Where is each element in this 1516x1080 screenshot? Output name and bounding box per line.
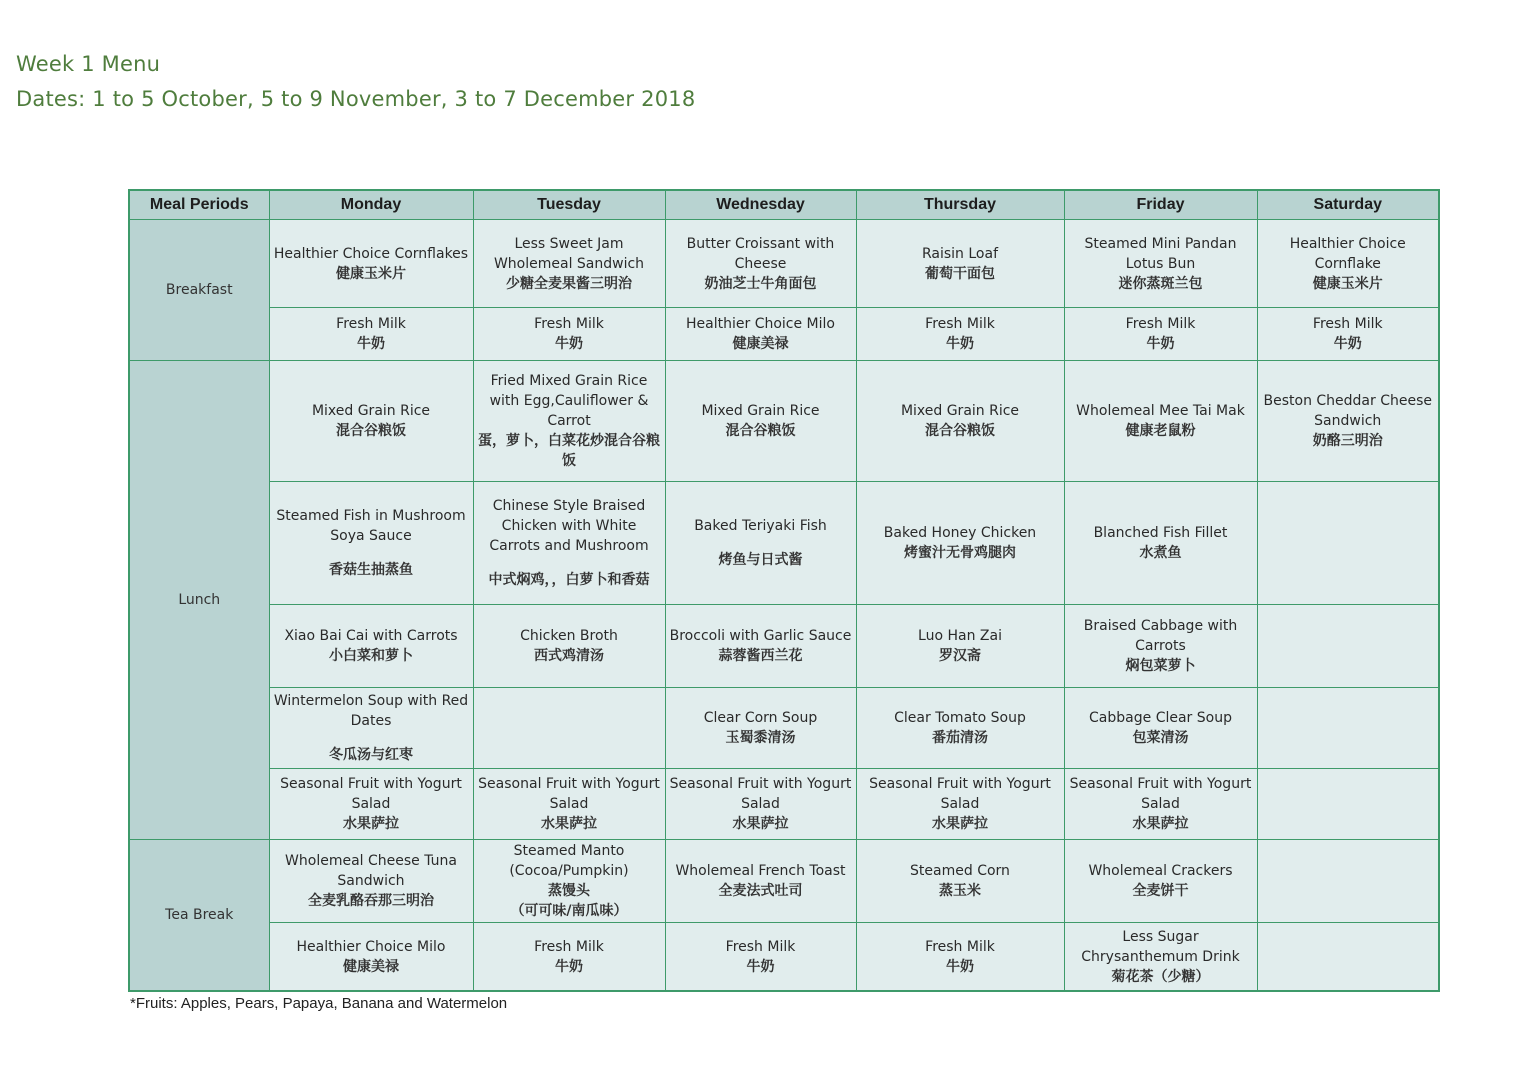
dish-name-english: Baked Teriyaki Fish — [694, 518, 827, 535]
dish-name-chinese: 西式鸡清汤 — [534, 648, 604, 665]
dish-name-english: Mixed Grain Rice — [311, 403, 431, 420]
menu-cell — [665, 840, 856, 923]
menu-cell — [856, 923, 1064, 991]
dish-name-chinese: 蒜蓉酱西兰花 — [718, 648, 803, 665]
menu-cell — [1064, 605, 1257, 688]
menu-cell — [473, 840, 665, 923]
dish-name-chinese: 玉蜀黍清汤 — [725, 730, 796, 747]
dish-name-english: Fresh Milk — [1125, 316, 1196, 333]
dish-name-english: Cabbage Clear Soup — [1089, 710, 1232, 727]
column-header-thursday: Thursday — [856, 190, 1064, 220]
dish-name-chinese: 小白菜和萝卜 — [329, 648, 413, 665]
menu-cell — [269, 688, 473, 769]
dish-name-chinese: 牛奶 — [946, 336, 974, 353]
column-header-wednesday: Wednesday — [665, 190, 856, 220]
menu-cell — [1064, 361, 1257, 482]
table-row — [129, 482, 1439, 605]
menu-cell — [473, 308, 665, 361]
dish-name-english: Blanched Fish Fillet — [1093, 525, 1228, 542]
header-row — [129, 190, 1439, 220]
dish-name-chinese: 健康玉米片 — [1312, 275, 1383, 292]
menu-cell — [473, 923, 665, 991]
column-header-monday: Monday — [269, 190, 473, 220]
dish-name-chinese: 健康美禄 — [343, 958, 399, 975]
dish-name-english: Braised Cabbage with Carrots — [1083, 618, 1238, 655]
dish-name-chinese: 番茄清汤 — [932, 730, 988, 747]
column-header-tuesday: Tuesday — [473, 190, 665, 220]
dish-name-chinese: 健康老鼠粉 — [1125, 423, 1196, 440]
menu-cell — [856, 688, 1064, 769]
period-lunch: Lunch — [129, 361, 269, 840]
dish-name-chinese: 水果萨拉 — [732, 816, 789, 833]
dish-name-english: Wintermelon Soup with Red Dates — [273, 693, 469, 730]
dish-name-chinese: 牛奶 — [946, 958, 974, 975]
menu-cell — [1257, 840, 1439, 923]
footnote: *Fruits: Apples, Pears, Papaya, Banana and Watermelon — [130, 995, 508, 1012]
dish-name-chinese: 牛奶 — [746, 958, 775, 975]
dish-name-english: Chicken Broth — [520, 628, 618, 645]
dish-name-english: Chinese Style Braised Chicken with White Carrots and Mushroom — [489, 498, 649, 555]
menu-cell — [269, 482, 473, 605]
table-row — [129, 769, 1439, 840]
menu-cell — [1064, 482, 1257, 605]
dish-name-english: Seasonal Fruit with Yogurt Salad — [1069, 776, 1252, 813]
menu-cell — [269, 769, 473, 840]
dish-name-english: Mixed Grain Rice — [701, 403, 820, 420]
dish-name-english: Steamed Fish in Mushroom Soya Sauce — [276, 508, 466, 545]
dish-name-english: Raisin Loaf — [921, 245, 999, 262]
dish-name-chinese: 全麦法式吐司 — [718, 883, 803, 900]
dish-name-english: Fresh Milk — [534, 938, 604, 955]
menu-cell — [1064, 840, 1257, 923]
dish-name-english: Seasonal Fruit with Yogurt Salad — [869, 776, 1051, 813]
dish-name-english: Less Sweet Jam Wholemeal Sandwich — [493, 235, 645, 272]
table-row — [129, 840, 1439, 923]
menu-cell — [1257, 361, 1439, 482]
dish-name-chinese: 包菜清汤 — [1132, 730, 1189, 747]
menu-cell — [665, 308, 856, 361]
menu-cell — [473, 769, 665, 840]
page-title: Week 1 Menu — [16, 52, 161, 76]
menu-cell — [856, 605, 1064, 688]
dish-name-english: Seasonal Fruit with Yogurt Salad — [478, 776, 660, 813]
dish-name-english: Mixed Grain Rice — [900, 403, 1020, 420]
dish-name-chinese: 中式焖鸡，，白萝卜和香菇 — [488, 572, 650, 589]
menu-cell — [665, 482, 856, 605]
dish-name-chinese: 水煮鱼 — [1139, 545, 1182, 562]
menu-cell — [665, 923, 856, 991]
dish-name-chinese: 冬瓜汤与红枣 — [329, 747, 413, 764]
menu-cell — [473, 361, 665, 482]
menu-cell — [1257, 923, 1439, 991]
dish-name-chinese: 牛奶 — [1146, 336, 1175, 353]
menu-cell — [473, 688, 665, 769]
table-row — [129, 308, 1439, 361]
dish-name-english: Steamed Mini Pandan Lotus Bun — [1084, 235, 1237, 272]
dish-name-english: Fresh Milk — [336, 316, 406, 333]
dish-name-chinese: 罗汉斋 — [939, 648, 981, 665]
dish-name-english: Less Sugar Chrysanthemum Drink — [1081, 928, 1240, 965]
table-row — [129, 923, 1439, 991]
menu-cell — [269, 220, 473, 308]
dish-name-chinese: 烤鱼与日式酱 — [718, 552, 803, 569]
menu-cell — [665, 769, 856, 840]
dish-name-chinese: 水果萨拉 — [932, 816, 988, 833]
table-row — [129, 605, 1439, 688]
menu-cell — [1064, 769, 1257, 840]
dish-name-chinese: 葡萄干面包 — [925, 265, 995, 282]
dish-name-chinese: 水果萨拉 — [343, 816, 399, 833]
menu-cell — [269, 308, 473, 361]
menu-cell — [856, 769, 1064, 840]
dish-name-english: Wholemeal Crackers — [1088, 863, 1233, 880]
menu-cell — [1064, 688, 1257, 769]
dish-name-english: Xiao Bai Cai with Carrots — [284, 628, 458, 645]
dish-name-chinese: 焖包菜萝卜 — [1125, 658, 1196, 675]
menu-cell — [856, 361, 1064, 482]
table-row — [129, 361, 1439, 482]
menu-cell — [1064, 308, 1257, 361]
dish-name-english: Fresh Milk — [925, 938, 995, 955]
menu-cell — [1257, 308, 1439, 361]
dish-name-chinese: 混合谷粮饭 — [725, 423, 796, 440]
column-header-saturday: Saturday — [1257, 190, 1439, 220]
dish-name-chinese: 迷你蒸斑兰包 — [1118, 275, 1203, 292]
dish-name-english: Wholemeal Cheese Tuna Sandwich — [285, 853, 457, 890]
menu-cell — [473, 605, 665, 688]
menu-table — [128, 189, 1440, 992]
menu-cell — [856, 308, 1064, 361]
dish-name-english: Fresh Milk — [1312, 316, 1383, 333]
menu-cell — [1064, 220, 1257, 308]
column-header-friday: Friday — [1064, 190, 1257, 220]
dish-name-chinese: 蒸馒头 （可可味/南瓜味） — [510, 883, 628, 920]
dish-name-chinese: 少糖全麦果酱三明治 — [506, 275, 632, 292]
table-row — [129, 688, 1439, 769]
dish-name-english: Fresh Milk — [925, 316, 995, 333]
menu-cell — [1257, 605, 1439, 688]
dish-name-english: Clear Tomato Soup — [894, 710, 1026, 727]
dish-name-english: Broccoli with Garlic Sauce — [669, 628, 852, 645]
dish-name-chinese: 奶酪三明治 — [1312, 433, 1383, 450]
menu-cell — [269, 840, 473, 923]
menu-cell — [856, 482, 1064, 605]
menu-cell — [473, 220, 665, 308]
dish-name-english: Healthier Choice Milo — [296, 938, 446, 955]
dish-name-english: Fresh Milk — [725, 938, 796, 955]
period-breakfast: Breakfast — [129, 220, 269, 361]
dish-name-chinese: 香菇生抽蒸鱼 — [329, 562, 413, 579]
dish-name-chinese: 牛奶 — [1333, 336, 1362, 353]
dish-name-english: Steamed Manto (Cocoa/Pumpkin) — [509, 843, 629, 880]
dish-name-english: Healthier Choice Milo — [686, 316, 835, 333]
dish-name-english: Seasonal Fruit with Yogurt Salad — [280, 776, 462, 813]
dish-name-english: Butter Croissant with Cheese — [686, 235, 835, 272]
menu-cell — [1257, 482, 1439, 605]
menu-cell — [269, 923, 473, 991]
dish-name-english: Beston Cheddar Cheese Sandwich — [1263, 393, 1432, 430]
dish-name-chinese: 菊花茶（少糖） — [1111, 968, 1210, 985]
dish-name-english: Steamed Corn — [910, 863, 1010, 880]
dish-name-english: Clear Corn Soup — [703, 710, 818, 727]
dish-name-chinese: 烤蜜汁无骨鸡腿肉 — [904, 545, 1016, 562]
dish-name-chinese: 蛋，萝卜，白菜花炒混合谷粮饭 — [478, 433, 660, 470]
dish-name-chinese: 牛奶 — [555, 336, 583, 353]
dish-name-english: Healthier Choice Cornflakes — [273, 245, 469, 262]
dish-name-english: Baked Honey Chicken — [883, 525, 1037, 542]
menu-cell — [1064, 923, 1257, 991]
menu-cell — [269, 605, 473, 688]
menu-cell — [665, 688, 856, 769]
dish-name-chinese: 混合谷粮饭 — [336, 423, 406, 440]
dish-name-chinese: 牛奶 — [555, 958, 583, 975]
dish-name-english: Fried Mixed Grain Rice with Egg,Cauliflower & Carrot — [489, 373, 649, 430]
dish-name-chinese: 蒸玉米 — [939, 883, 981, 900]
dish-name-english: Wholemeal Mee Tai Mak — [1076, 403, 1245, 420]
menu-cell — [665, 220, 856, 308]
dish-name-chinese: 奶油芝士牛角面包 — [704, 275, 817, 292]
dish-name-chinese: 全麦饼干 — [1132, 883, 1189, 900]
menu-cell — [473, 482, 665, 605]
dish-name-chinese: 健康美禄 — [732, 336, 789, 353]
dish-name-english: Luo Han Zai — [918, 628, 1002, 645]
dish-name-english: Seasonal Fruit with Yogurt Salad — [669, 776, 852, 813]
column-header-meal-periods: Meal Periods — [129, 190, 269, 220]
menu-cell — [856, 220, 1064, 308]
dish-name-chinese: 全麦乳酪吞那三明治 — [308, 893, 434, 910]
dish-name-chinese: 水果萨拉 — [541, 816, 597, 833]
menu-cell — [665, 361, 856, 482]
menu-cell — [665, 605, 856, 688]
table-row — [129, 220, 1439, 308]
date-range: Dates: 1 to 5 October, 5 to 9 November, 3 to 7 December 2018 — [16, 87, 696, 111]
dish-name-english: Healthier Choice Cornflake — [1289, 235, 1406, 272]
menu-cell — [1257, 688, 1439, 769]
menu-cell — [1257, 220, 1439, 308]
dish-name-english: Wholemeal French Toast — [675, 863, 846, 880]
dish-name-english: Fresh Milk — [534, 316, 604, 333]
menu-cell — [856, 840, 1064, 923]
dish-name-chinese: 混合谷粮饭 — [925, 423, 995, 440]
dish-name-chinese: 水果萨拉 — [1132, 816, 1189, 833]
dish-name-chinese: 牛奶 — [357, 336, 385, 353]
dish-name-chinese: 健康玉米片 — [336, 265, 406, 282]
menu-cell — [1257, 769, 1439, 840]
period-tea-break: Tea Break — [129, 840, 269, 991]
menu-cell — [269, 361, 473, 482]
